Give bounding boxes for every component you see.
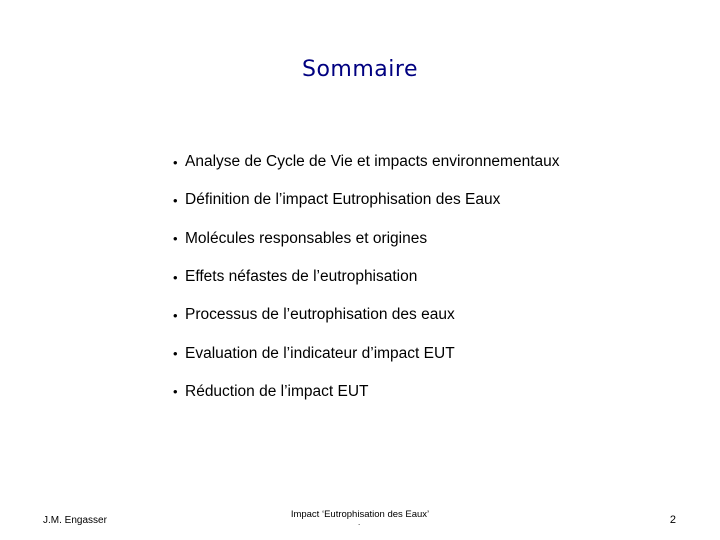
bullet-text: Réduction de l’impact EUT xyxy=(185,382,369,400)
bullet-item xyxy=(173,334,560,372)
bullet-text: Molécules responsables et origines xyxy=(185,229,428,247)
bullet-icon: • xyxy=(173,192,178,208)
bullet-text: Définition de l’impact Eutrophisation des Eaux xyxy=(185,191,501,209)
bullet-icon: • xyxy=(173,384,178,400)
footer-author: J.M. Engasser xyxy=(43,515,107,526)
bullet-item xyxy=(173,296,560,334)
bullet-item xyxy=(173,373,560,411)
bullet-text: Analyse de Cycle de Vie et impacts environnementaux xyxy=(185,153,560,171)
bullet-item xyxy=(173,181,560,219)
bullet-item xyxy=(173,258,560,296)
bullet-text: Processus de l’eutrophisation des eaux xyxy=(185,306,455,324)
bullet-list xyxy=(173,143,560,411)
footer-center xyxy=(260,509,460,526)
footer-center-text: Impact ‘Eutrophisation des Eaux’ xyxy=(290,509,430,520)
bullet-icon: • xyxy=(173,154,178,170)
bullet-icon: • xyxy=(173,231,178,247)
bullet-item xyxy=(173,220,560,258)
bullet-icon: • xyxy=(173,307,178,323)
bullet-item xyxy=(173,143,560,181)
bullet-icon: • xyxy=(173,269,178,285)
bullet-icon: • xyxy=(173,346,178,362)
page-number: 2 xyxy=(669,514,676,526)
bullet-text: Effets néfastes de l’eutrophisation xyxy=(185,268,418,286)
slide-title: Sommaire xyxy=(302,57,418,82)
footer-center-dot: . xyxy=(358,518,361,527)
bullet-text: Evaluation de l’indicateur d’impact EUT xyxy=(185,344,455,362)
